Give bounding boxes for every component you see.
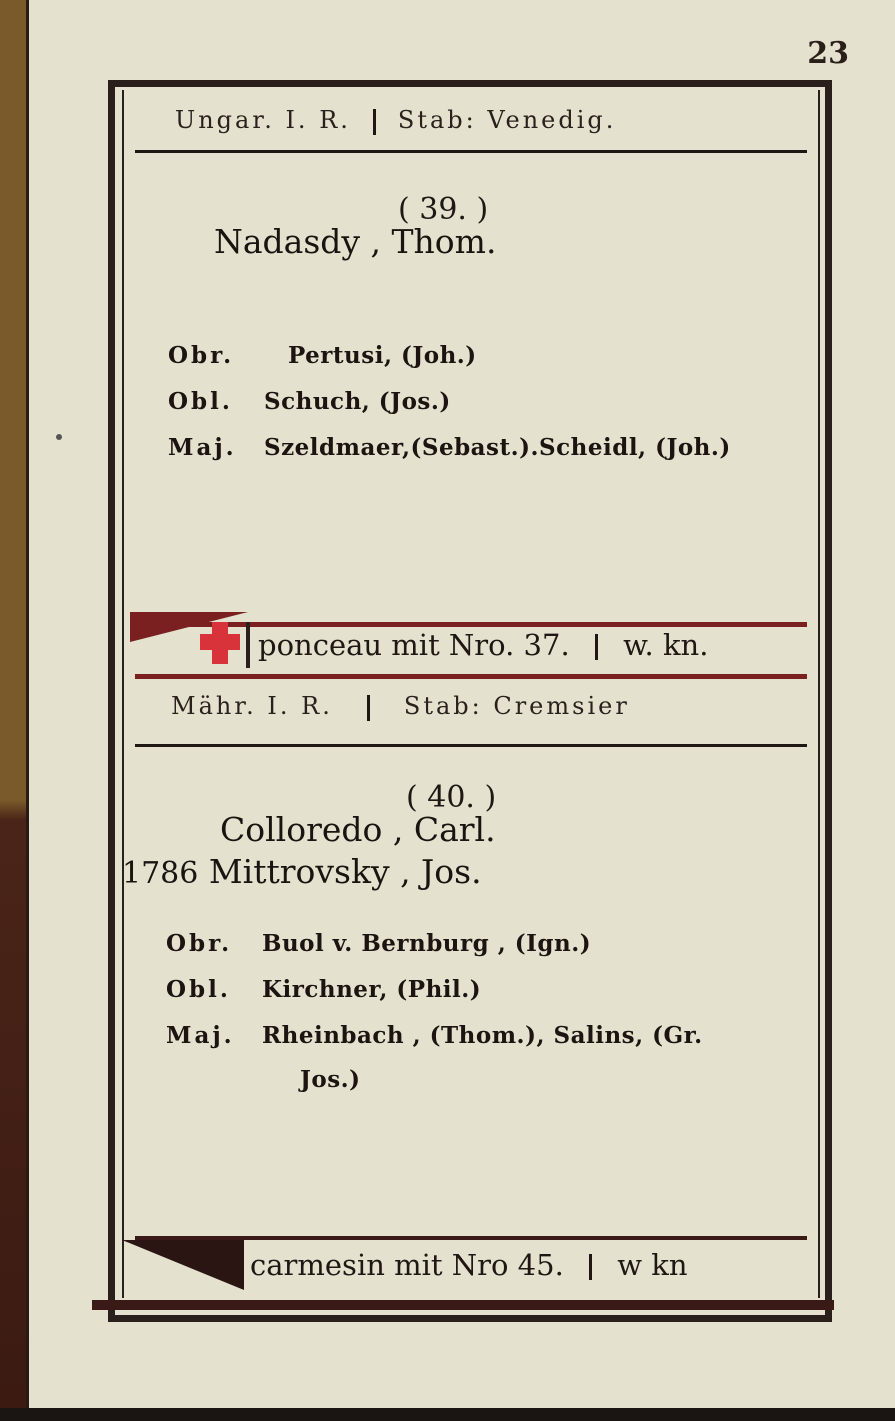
- spine-edge: [26, 0, 29, 1421]
- officer-name: Szeldmaer,(Sebast.).Scheidl, (Joh.): [264, 434, 731, 461]
- officer-name: Rheinbach , (Thom.), Salins, (Gr.: [262, 1022, 703, 1049]
- officer-row: [166, 976, 481, 1003]
- frame-bottom-bar: [92, 1300, 834, 1310]
- regiment-header-39: [135, 106, 805, 135]
- regiment-header-40: [135, 692, 805, 721]
- regiment-staff: Stab: Venedig.: [397, 106, 617, 134]
- facing-color: ponceau mit Nro. 37.: [258, 628, 570, 662]
- officer-row: [168, 388, 451, 415]
- facing-rule-bottom: [135, 674, 807, 679]
- regiment-type: Ungar. I. R.: [175, 106, 351, 134]
- officer-rank: Obl.: [166, 976, 231, 1003]
- officer-row: [168, 342, 477, 369]
- book-spine: [0, 0, 26, 1421]
- carmesin-swatch-icon: [122, 1240, 244, 1290]
- header-divider: [373, 109, 376, 135]
- page-bottom-edge: [0, 1408, 895, 1421]
- facing-swatch-edge: [246, 622, 250, 668]
- ponceau-swatch-icon: [200, 622, 240, 664]
- officer-row: [168, 434, 731, 461]
- officer-name: Kirchner, (Phil.): [262, 976, 482, 1003]
- facing-color: carmesin mit Nro 45.: [250, 1248, 564, 1282]
- officer-row: [166, 930, 591, 957]
- regiment-type: Mähr. I. R.: [171, 692, 333, 720]
- officer-rank: Obr.: [166, 930, 233, 957]
- owner-year: 1786: [122, 856, 199, 891]
- officer-rank: Maj.: [168, 434, 237, 461]
- button-color: w kn: [617, 1248, 688, 1282]
- regiment-staff: Stab: Cremsier: [403, 692, 630, 720]
- officer-rank: Obl.: [168, 388, 233, 415]
- officer-name: Schuch, (Jos.): [264, 388, 451, 415]
- officer-continuation: Jos.): [300, 1066, 361, 1093]
- header-rule: [135, 744, 807, 747]
- regiment-owner: Nadasdy , Thom.: [214, 222, 497, 261]
- header-rule: [135, 150, 807, 153]
- button-color: w. kn.: [623, 628, 709, 662]
- second-owner: [122, 852, 482, 891]
- officer-rank: Obr.: [168, 342, 235, 369]
- ink-speck: [56, 434, 62, 440]
- regiment-owner: Colloredo , Carl.: [220, 810, 496, 849]
- officer-rank: Maj.: [166, 1022, 235, 1049]
- page-number: 23: [807, 36, 849, 71]
- facing-description: [258, 628, 708, 662]
- header-divider: [367, 695, 370, 721]
- regiment-number: ( 39. ): [398, 192, 489, 227]
- facing-description: [250, 1248, 688, 1282]
- officer-row: [166, 1022, 703, 1049]
- officer-name: Pertusi, (Joh.): [288, 342, 477, 369]
- facing-divider: [589, 1254, 592, 1280]
- regiment-number: ( 40. ): [406, 780, 497, 815]
- facing-divider: [595, 634, 598, 660]
- owner-name: Mittrovsky , Jos.: [208, 852, 482, 891]
- officer-name: Buol v. Bernburg , (Ign.): [262, 930, 592, 957]
